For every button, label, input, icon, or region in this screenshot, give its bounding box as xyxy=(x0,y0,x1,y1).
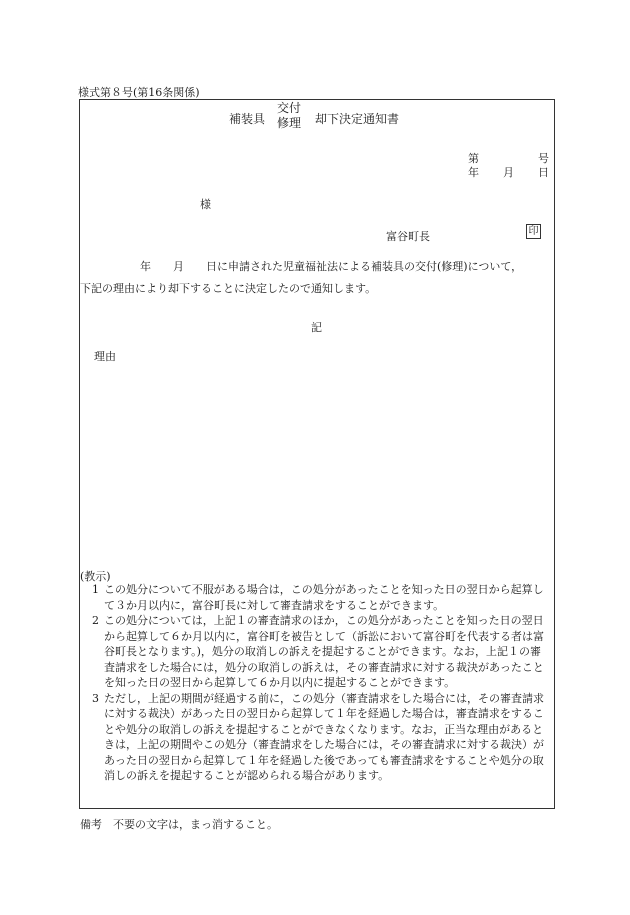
date-day: 日 xyxy=(538,166,549,179)
notice-body xyxy=(80,256,553,300)
kyoji-item-text: ただし，上記の期間が経過する前に，この処分（審査請求をした場合には，その審査請求に対する裁決）があった日の翌日から起算して１年を経過した場合は，審査請求をすることや処分の取消しの訴えを提起することができなくなります。なお，正当な理由があるときは，上記の期間やこの処分（審査請求をした場合には，その審査請求に対する裁決）があった日の翌日から起算して１年を経過した後であっても審査請求をすることや処分の取消しの訴えを提起することが認められる場合があります。 xyxy=(104,691,544,782)
title-choice-issue: 交付 xyxy=(277,101,302,115)
kyoji-item-text: この処分については，上記１の審査請求のほか，この処分があったことを知った日の翌日から起算して６か月以内に，富谷町を被告として（訴訟において富谷町を代表する者は富谷町長となります。)，処分の取消しの訴えを提起することができます。なお，上記１の審査請求をした場合には，処分の取消しの訴えは，その審査請求に対する裁決があったことを知った日の翌日から起算して６か月以内に提起することができます。 xyxy=(104,614,544,689)
doc-number-label: 第 xyxy=(468,152,479,165)
kyoji-item xyxy=(80,582,552,613)
title-choice-repair: 修理 xyxy=(277,116,302,130)
form-number-header: 様式第８号(第16条関係) xyxy=(78,86,200,99)
kyoji-item-number: 1 xyxy=(92,583,99,596)
kyoji-item-number: 3 xyxy=(92,691,99,705)
date-year: 年 xyxy=(468,166,479,179)
reason-label: 理由 xyxy=(94,350,116,363)
date-line xyxy=(468,164,549,180)
kyoji-item xyxy=(80,613,552,691)
kyoji-item-number: 2 xyxy=(92,614,99,627)
kyoji-item xyxy=(80,691,552,784)
title-main: 補装具 xyxy=(229,112,266,126)
kyoji-list xyxy=(80,582,552,784)
remarks-note: 備考 不要の文字は，まっ消すること。 xyxy=(80,818,278,831)
ki-heading: 記 xyxy=(311,321,322,334)
title-tail: 却下決定通知書 xyxy=(315,112,400,126)
body-line-2: 下記の理由により却下することに決定したので通知します。 xyxy=(80,282,377,295)
doc-number-suffix: 号 xyxy=(538,152,549,165)
title-choice-stack xyxy=(277,101,301,131)
kyoji-heading: (教示) xyxy=(80,570,111,583)
seal-mark: 印 xyxy=(526,224,541,239)
kyoji-item-text: この処分について不服がある場合は，この処分があったことを知った日の翌日から起算して３か月以内に，富谷町長に対して審査請求をすることができます。 xyxy=(104,583,544,612)
body-line-1: 年 月 日に申請された児童福祉法による補装具の交付(修理)について， xyxy=(140,260,523,273)
date-month: 月 xyxy=(503,166,514,179)
sender-name: 富谷町長 xyxy=(386,230,430,243)
addressee-honorific: 様 xyxy=(200,198,211,211)
